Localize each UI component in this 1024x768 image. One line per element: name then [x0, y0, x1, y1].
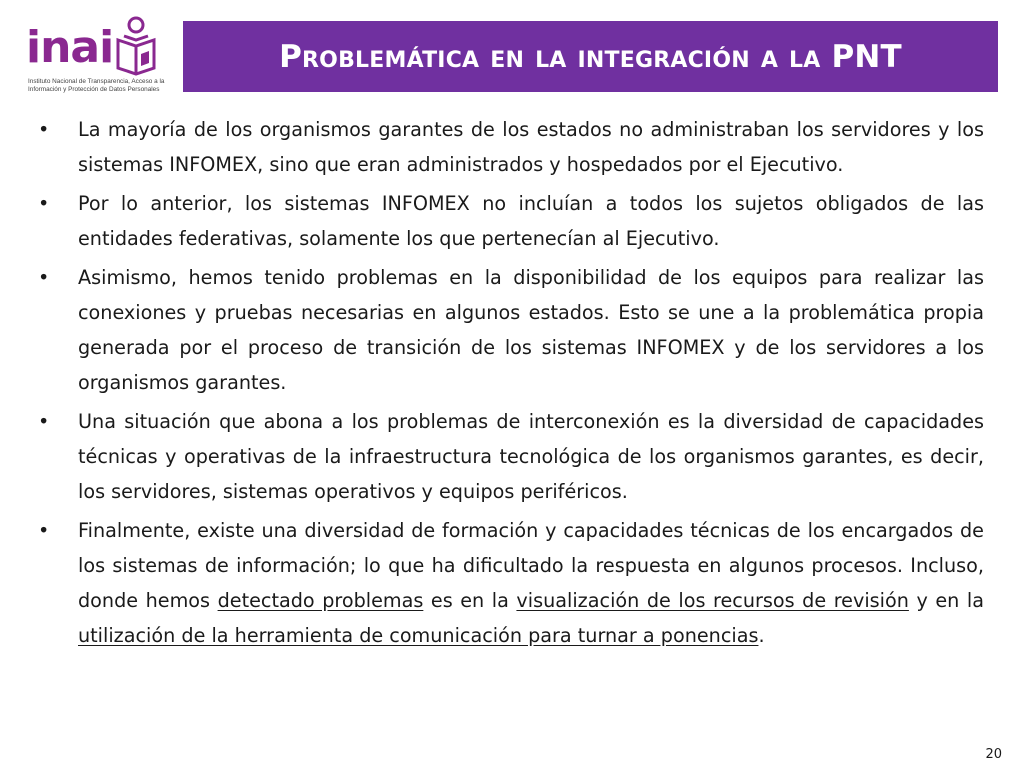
underlined-phrase: detectado problemas: [217, 589, 424, 612]
bullet-item: [38, 513, 984, 653]
bullet-dot: •: [38, 118, 50, 141]
bullet-text-segment: .: [758, 624, 765, 647]
logo-wordmark: inai: [26, 22, 114, 73]
inai-logo: [26, 16, 168, 96]
bullet-item: [38, 186, 984, 256]
bullet-text-segment: Finalmente, existe una diversidad de formación y capacidades técnicas de los encargados de los sistemas de información; lo que ha dificultado la respuesta en algunos procesos. Incluso, donde hemos: [78, 519, 984, 612]
bullet-dot: •: [38, 192, 50, 215]
bullet-item: [38, 112, 984, 182]
slide-content: [38, 112, 984, 657]
bullet-text: Una situación que abona a los problemas de interconexión es la diversidad de capacidades técnicas y operativas de la infraestructura tecnológica de los organismos garantes, es decir, los servidores, sistemas operativos y equipos periféricos.: [78, 410, 984, 503]
underlined-phrase: utilización de la herramienta de comunicación para turnar a ponencias: [78, 624, 759, 647]
book-person-icon: [112, 16, 158, 76]
bullet-item: [38, 260, 984, 400]
page-title: Problemática en la integración a la PNT: [279, 38, 902, 75]
bullet-dot: •: [38, 410, 50, 433]
page-number: 20: [985, 747, 1002, 762]
bullet-text: La mayoría de los organismos garantes de los estados no administraban los servidores y los sistemas INFOMEX, sino que eran administrados y hospedados por el Ejecutivo.: [78, 118, 984, 176]
title-bar: [183, 21, 998, 92]
logo-subtitle: Instituto Nacional de Transparencia, Acceso a la Información y Protección de Datos Personales: [28, 78, 165, 93]
bullet-dot: •: [38, 266, 50, 289]
bullet-text-segment: es en la: [423, 589, 517, 612]
bullet-text: Asimismo, hemos tenido problemas en la disponibilidad de los equipos para realizar las conexiones y pruebas necesarias en algunos estados. Esto se une a la problemática propia generada por el proceso de transición de los sistemas INFOMEX y de los servidores a los organismos garantes.: [78, 266, 984, 394]
bullet-text-segment: y en la: [908, 589, 984, 612]
bullet-text: Por lo anterior, los sistemas INFOMEX no incluían a todos los sujetos obligados de las entidades federativas, solamente los que pertenecían al Ejecutivo.: [78, 192, 984, 250]
bullet-item: [38, 404, 984, 509]
bullet-dot: •: [38, 519, 50, 542]
underlined-phrase: visualización de los recursos de revisión: [516, 589, 909, 612]
